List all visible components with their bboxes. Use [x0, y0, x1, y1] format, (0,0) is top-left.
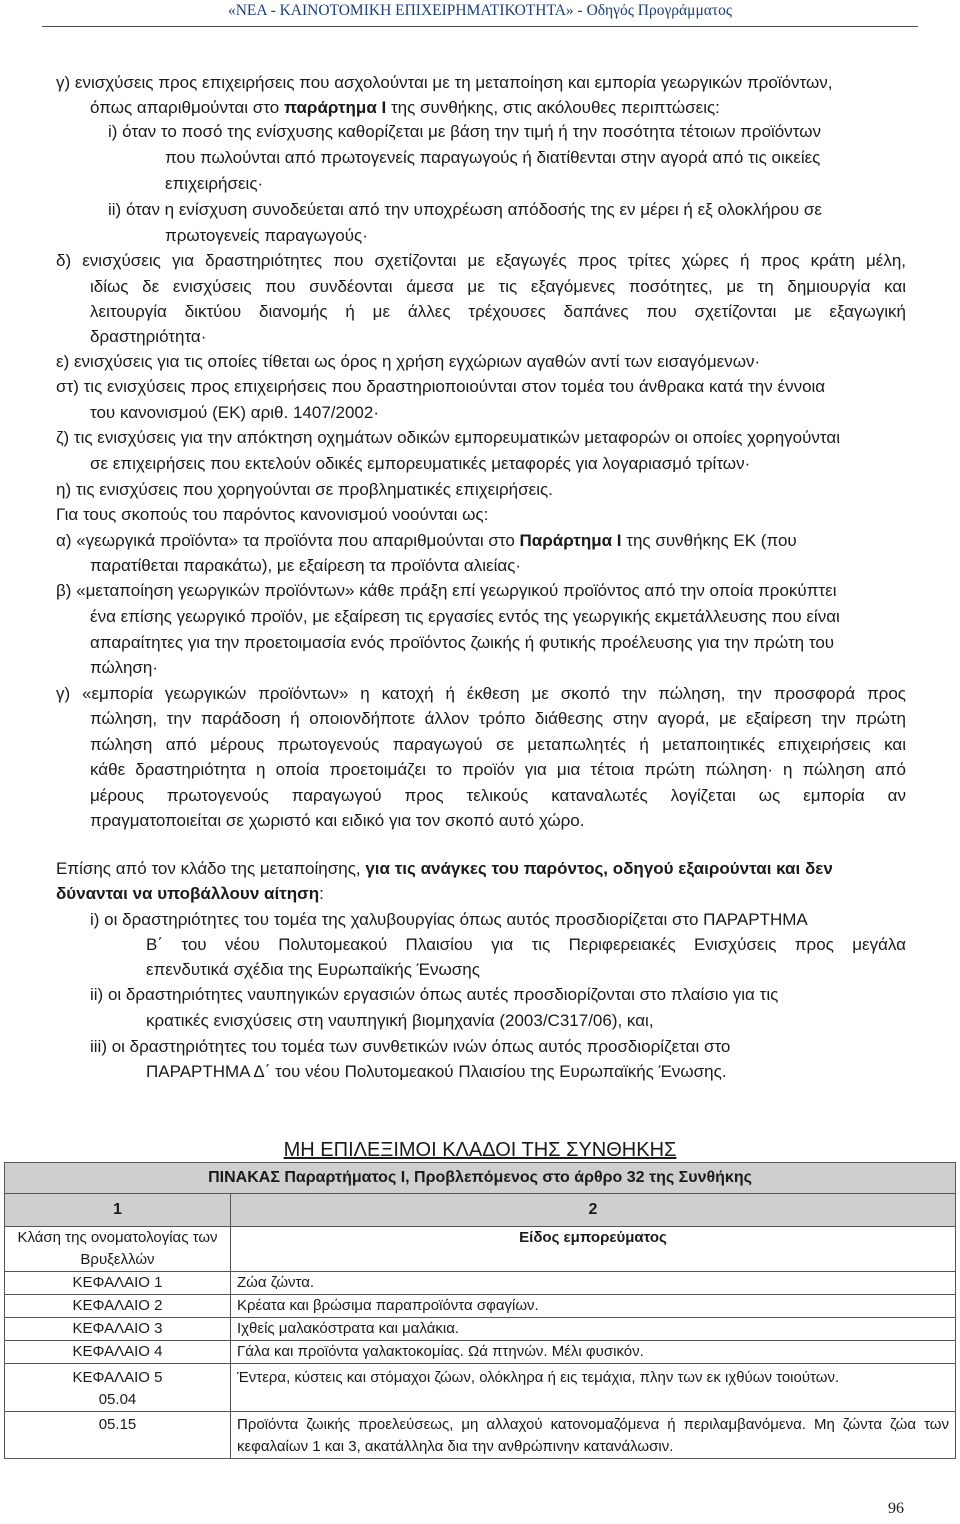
chapter-cell: 05.15 [5, 1412, 231, 1459]
description-cell: Προϊόντα ζωικής προελεύσεως, μη αλλαχού κατονομαζόμενα ή περιλαμβανόμενα. Μη ζώντα ζώα των κεφαλαίων 1 και 3, ακατάλληλα δια την ανθρώπινην κατανάλωσιν. [231, 1412, 956, 1459]
text-line: λειτουργία δικτύου διανομής ή με άλλες τρέχουσες δαπάνες που σχετίζονται με εξαγωγική [90, 302, 906, 321]
text-line: ΠΑΡΑΡΤΗΜΑ Δ΄ του νέου Πολυτομεακού Πλαισίου της Ευρωπαϊκής Ένωσης. [146, 1062, 727, 1081]
table-row [5, 1318, 956, 1341]
text-line: ii) οι δραστηριότητες ναυπηγικών εργασιών όπως αυτές προσδιορίζονται στο πλαίσιο για τις [90, 985, 779, 1004]
text-line: επενδυτικά σχέδια της Ευρωπαϊκής Ένωσης [146, 960, 480, 979]
text-line: γ) «εμπορία γεωργικών προϊόντων» η κατοχή ή έκθεση με σκοπό την πώληση, την προσφορά προς [56, 684, 906, 703]
text-line: ένα επίσης γεωργικό προϊόν, με εξαίρεση τις εργασίες εντός της γεωργικής εκμετάλλευσης που είναι [90, 607, 840, 626]
description-cell: Ζώα ζώντα. [231, 1272, 956, 1295]
chapter-cell: ΚΕΦΑΛΑΙΟ 3 [5, 1318, 231, 1341]
text-line: δ) ενισχύσεις για δραστηριότητες που σχετίζονται με εξαγωγές προς τρίτες χώρες ή προς κράτη μέλη, [56, 251, 906, 270]
table-caption-row [5, 1163, 956, 1194]
text-line: ii) όταν η ενίσχυση συνοδεύεται από την υποχρέωση απόδοσής της εν μέρει ή εξ ολοκλήρου σε [108, 200, 822, 219]
text-line: που πωλούνται από πρωτογενείς παραγωγούς ή διατίθενται στην αγορά από τις οικείες [165, 148, 821, 167]
heading-code: 05.04 [98, 1391, 137, 1408]
chapter-cell: ΚΕΦΑΛΑΙΟ 2 [5, 1295, 231, 1318]
chapter-cell: ΚΕΦΑΛΑΙΟ 1 [5, 1272, 231, 1295]
running-header [0, 0, 960, 42]
text-line: πρωτογενείς παραγωγούς· [165, 226, 368, 245]
description-cell: Κρέατα και βρώσιμα παραπροϊόντα σφαγίων. [231, 1295, 956, 1318]
text-line: στ) τις ενισχύσεις προς επιχειρήσεις που δραστηριοποιούνται στον τομέα του άνθρακα κατά την έννοια [56, 377, 826, 396]
text-line: δραστηριότητα· [90, 327, 207, 346]
chapter-cell [5, 1364, 231, 1412]
header-cell: Είδος εμπορεύματος [231, 1227, 956, 1272]
table-row [5, 1341, 956, 1364]
text-line: Επίσης από τον κλάδο της μεταποίησης, για τις ανάγκες του παρόντος, οδηγού εξαιρούνται και δεν [56, 859, 833, 878]
text-line: iii) οι δραστηριότητες του τομέα των συνθετικών ινών όπως αυτός προσδιορίζεται στο [90, 1037, 731, 1056]
column-number: 1 [5, 1194, 231, 1227]
text-line: κάθε δραστηριότητα η οποία προετοιμάζει το προϊόν για μια τέτοια πρώτη πώληση· η πώληση από [90, 760, 906, 779]
text-line: μέρους πρωτογενούς παραγωγού προς τελικούς καταναλωτές λογίζεται ως εμπορία αν [90, 786, 906, 805]
table-row [5, 1295, 956, 1318]
text-line: ιδίως δε ενισχύσεις που συνδέονται άμεσα με τις εξαγόμενες ποσότητες, με τη δημιουργία και [90, 277, 906, 296]
text-line: η) τις ενισχύσεις που χορηγούνται σε προβληματικές επιχειρήσεις. [56, 480, 553, 499]
column-number: 2 [231, 1194, 956, 1227]
description-cell: Ιχθείς μαλακόστρατα και μαλάκια. [231, 1318, 956, 1341]
text-line: επιχειρήσεις· [165, 174, 264, 193]
text-line: όπως απαριθμούνται στο παράρτημα I της συνθήκης, στις ακόλουθες περιπτώσεις: [90, 98, 720, 117]
table-row [5, 1412, 956, 1459]
text-line: πραγματοποιείται σε χωριστό και ειδικό για τον σκοπό αυτό χώρο. [90, 811, 585, 830]
text-line: γ) ενισχύσεις προς επιχειρήσεις που ασχολούνται με τη μεταποίηση και εμπορία γεωργικών προϊόντων, [56, 73, 833, 92]
text-line: πώληση από μέρους πρωτογενούς παραγωγού σε μεταπωλητές ή μεταποιητικές επιχειρήσεις και [90, 735, 906, 754]
text-line: ζ) τις ενισχύσεις για την απόκτηση οχημάτων οδικών εμπορευματικών μεταφορών οι οποίες χορηγούνται [56, 428, 840, 447]
text-line: κρατικές ενισχύσεις στη ναυπηγική βιομηχανία (2003/C317/06), και, [146, 1011, 654, 1030]
table-title: ΜΗ ΕΠΙΛΕΞΙΜΟΙ ΚΛΑΔΟΙ ΤΗΣ ΣΥΝΘΗΚΗΣ [283, 1139, 677, 1161]
page-number: 96 [888, 1500, 904, 1517]
header-title: «ΝΕΑ - ΚΑΙΝΟΤΟΜΙΚΗ ΕΠΙΧΕΙΡΗΜΑΤΙΚΟΤΗΤΑ» - Οδηγός Προγράμματος [227, 2, 733, 19]
excluded-sectors-table [4, 1162, 956, 1459]
header-cell: Κλάση της ονοματολογίας των Βρυξελλών [5, 1227, 231, 1272]
chapter-cell: ΚΕΦΑΛΑΙΟ 4 [5, 1341, 231, 1364]
text-line: απαραίτητες για την προετοιμασία ενός προϊόντος ζωικής ή φυτικής προέλευσης για την πρώτη του [90, 633, 835, 652]
text-line: Β΄ του νέου Πολυτομεακού Πλαισίου για τις Περιφερειακές Ενισχύσεις προς μεγάλα [146, 935, 906, 954]
text-line: δύνανται να υποβάλλουν αίτηση: [56, 884, 324, 903]
text-line: α) «γεωργικά προϊόντα» τα προϊόντα που απαριθμούνται στο Παράρτημα I της συνθήκης ΕΚ (που [56, 531, 797, 550]
chapter-label: ΚΕΦΑΛΑΙΟ 5 [72, 1369, 163, 1386]
description-cell: Έντερα, κύστεις και στόμαχοι ζώων, ολόκληρα ή εις τεμάχια, πλην των εκ ιχθύων τοιούτων. [231, 1364, 956, 1412]
text-line: Για τους σκοπούς του παρόντος κανονισμού νοούνται ως: [56, 505, 489, 524]
text-line: παρατίθεται παρακάτω), με εξαίρεση τα προϊόντα αλιείας· [90, 556, 522, 575]
column-number-row [5, 1194, 956, 1227]
table-row [5, 1272, 956, 1295]
text-line: i) όταν το ποσό της ενίσχυσης καθορίζεται με βάση την τιμή ή την ποσότητα τέτοιων προϊόντων [108, 122, 822, 141]
table-caption: ΠΙΝΑΚΑΣ Παραρτήματος Ι, Προβλεπόμενος στο άρθρο 32 της Συνθήκης [5, 1163, 956, 1194]
text-line: σε επιχειρήσεις που εκτελούν οδικές εμπορευματικές μεταφορές για λογαριασμό τρίτων· [90, 454, 751, 473]
text-line: του κανονισμού (ΕΚ) αριθ. 1407/2002· [90, 403, 379, 422]
table-header-row [5, 1227, 956, 1272]
text-line: πώληση· [90, 658, 158, 677]
table-row [5, 1364, 956, 1412]
header-rule [42, 26, 918, 27]
description-cell: Γάλα και προϊόντα γαλακτοκομίας. Ωά πτηνών. Μέλι φυσικόν. [231, 1341, 956, 1364]
text-line: i) οι δραστηριότητες του τομέα της χαλυβουργίας όπως αυτός προσδιορίζεται στο ΠΑΡΑΡΤΗΜΑ [90, 910, 808, 929]
text-line: β) «μεταποίηση γεωργικών προϊόντων» κάθε πράξη επί γεωργικού προϊόντος από την οποία προκύπτει [56, 581, 837, 600]
text-line: πώληση, την παράδοση ή οποιονδήποτε άλλον τρόπο διάθεσης στην αγορά, με εξαίρεση την πρώτη [90, 709, 906, 728]
text-line: ε) ενισχύσεις για τις οποίες τίθεται ως όρος η χρήση εγχώριων αγαθών αντί των εισαγόμενων· [56, 352, 761, 371]
